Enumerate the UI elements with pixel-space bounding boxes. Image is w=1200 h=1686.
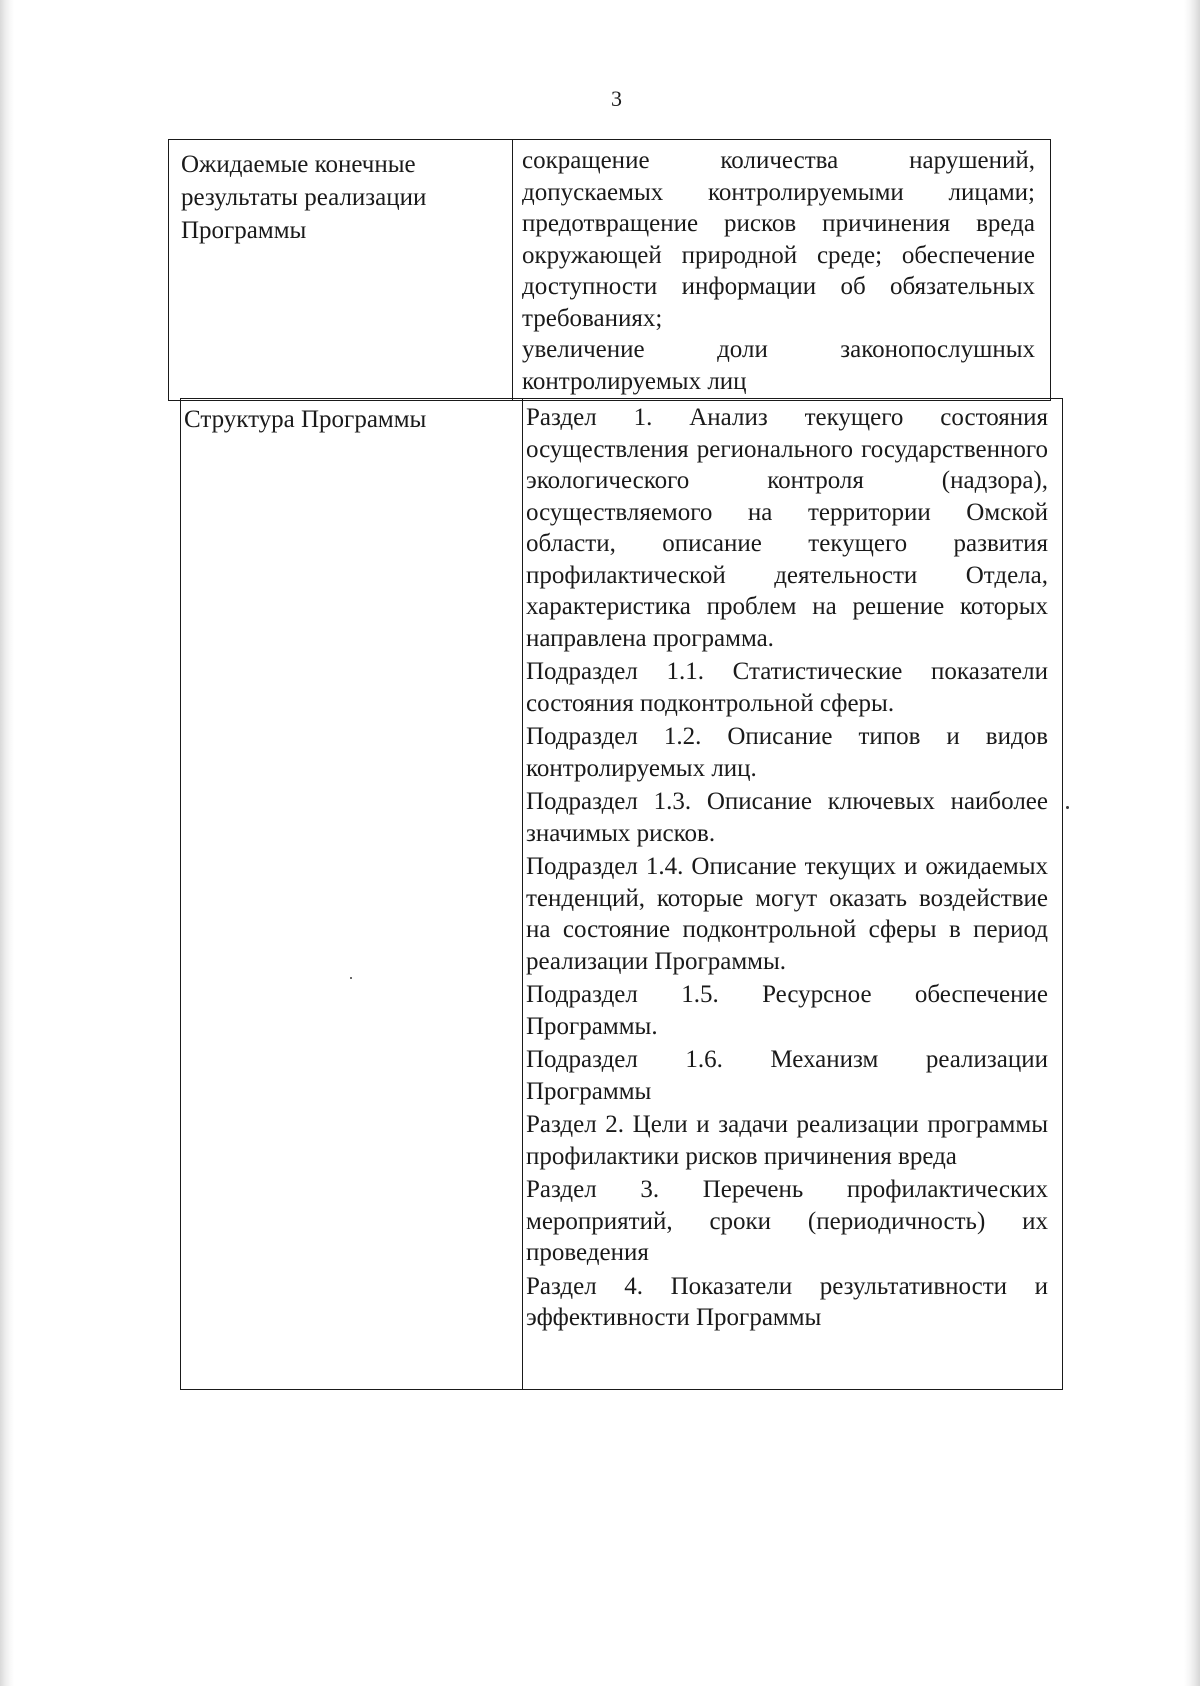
- row-content: [522, 145, 1035, 397]
- content-paragraph: Подраздел 1.1. Статистические показатели состояния подконтрольной сферы.: [526, 658, 1048, 717]
- content-paragraph: увеличение доли законопослушных контролируемых лиц: [522, 336, 1035, 395]
- row-label: Структура Программы: [184, 406, 427, 433]
- content-paragraph: Подраздел 1.5. Ресурсное обеспечение Программы.: [526, 981, 1048, 1040]
- content-paragraph: сокращение количества нарушений, допускаемых контролируемыми лицами; предотвращение рисков причинения вреда окружающей природной среде; обеспечение доступности информации об обязательных требованиях;: [522, 147, 1035, 332]
- scan-edge-right: [1184, 0, 1200, 1686]
- scan-speck: [350, 977, 352, 979]
- content-paragraph: Раздел 3. Перечень профилактических мероприятий, сроки (периодичность) их проведения: [526, 1176, 1048, 1266]
- table-row-structure: [180, 398, 1063, 1390]
- page-number: 3: [611, 86, 622, 111]
- content-paragraph: Раздел 2. Цели и задачи реализации программы профилактики рисков причинения вреда: [526, 1111, 1048, 1170]
- column-divider: [522, 399, 523, 1389]
- content-paragraph: Подраздел 1.2. Описание типов и видов контролируемых лиц.: [526, 723, 1048, 782]
- row-content: [526, 402, 1048, 1336]
- content-paragraph: Раздел 4. Показатели результативности и эффективности Программы: [526, 1272, 1048, 1331]
- scan-speck: [1066, 806, 1069, 809]
- content-paragraph: Подраздел 1.4. Описание текущих и ожидаемых тенденций, которые могут оказать воздействие на состояние подконтрольной сферы в период реализации Программы.: [526, 853, 1048, 975]
- scan-edge-left: [0, 0, 14, 1686]
- column-divider: [512, 140, 513, 400]
- table-row-expected-results: [168, 139, 1051, 401]
- content-paragraph: Подраздел 1.6. Механизм реализации Программы: [526, 1046, 1048, 1105]
- row-label: Ожидаемые конечные результаты реализации Программы: [181, 151, 427, 244]
- content-paragraph: Подраздел 1.3. Описание ключевых наиболее значимых рисков.: [526, 788, 1048, 847]
- content-paragraph: Раздел 1. Анализ текущего состояния осуществления регионального государственного экологического контроля (надзора), осуществляемого на территории Омской области, описание текущего развития профилактической деятельности Отдела, характеристика проблем на решение которых направлена программа.: [526, 404, 1048, 652]
